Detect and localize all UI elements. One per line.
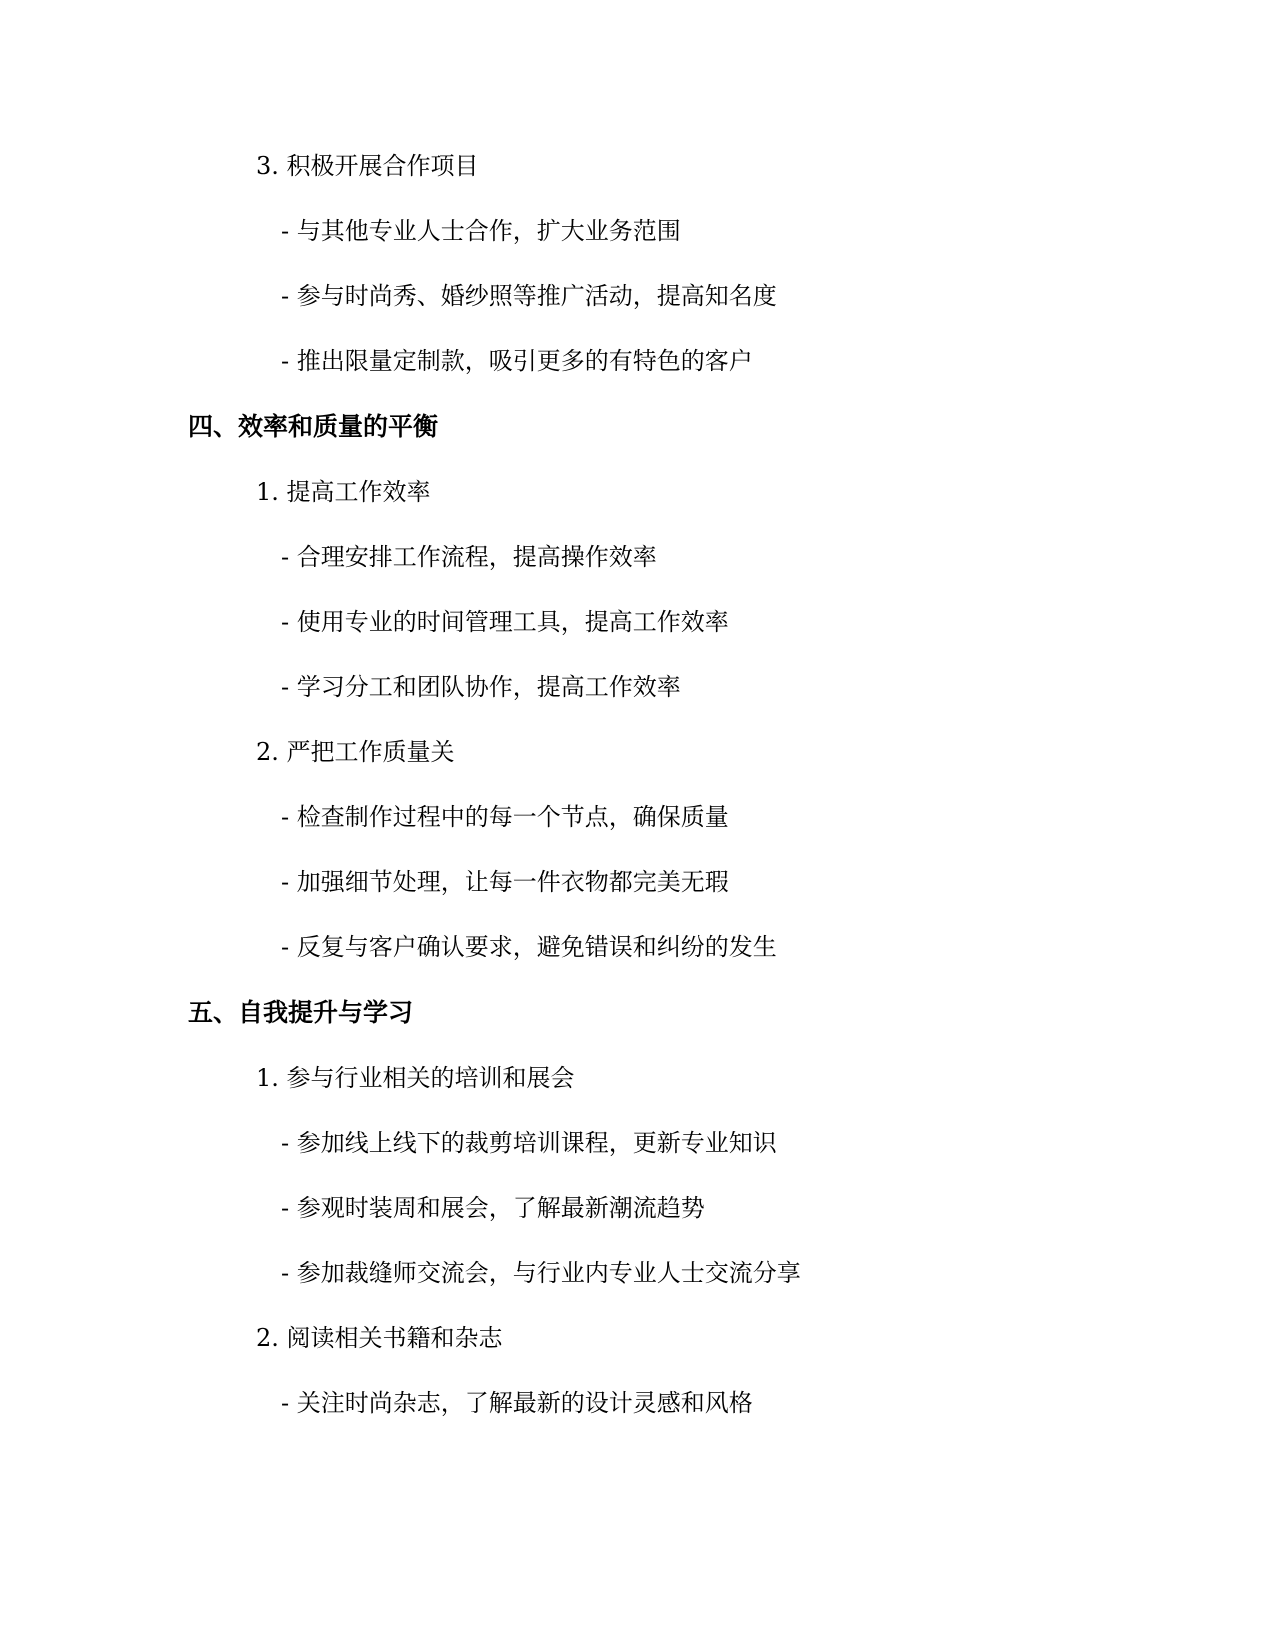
list-item-label: 2. 严把工作质量关: [256, 738, 455, 766]
list-item: - 参与时尚秀、婚纱照等推广活动，提高知名度: [281, 282, 777, 310]
list-item: - 参加线上线下的裁剪培训课程，更新专业知识: [281, 1129, 777, 1157]
list-item-label: 1. 提高工作效率: [256, 478, 431, 506]
section-heading: 五、自我提升与学习: [188, 998, 414, 1027]
list-item-label: 1. 参与行业相关的培训和展会: [256, 1064, 575, 1092]
list-item: - 加强细节处理，让每一件衣物都完美无瑕: [281, 868, 729, 896]
list-item: - 检查制作过程中的每一个节点，确保质量: [281, 803, 729, 831]
list-item: - 推出限量定制款，吸引更多的有特色的客户: [281, 347, 753, 375]
list-item: - 使用专业的时间管理工具，提高工作效率: [281, 608, 729, 636]
list-item: - 关注时尚杂志，了解最新的设计灵感和风格: [281, 1389, 753, 1417]
list-item: - 与其他专业人士合作，扩大业务范围: [281, 217, 681, 245]
list-item: - 反复与客户确认要求，避免错误和纠纷的发生: [281, 933, 777, 961]
list-item: - 参观时装周和展会，了解最新潮流趋势: [281, 1194, 705, 1222]
list-item-label: 3. 积极开展合作项目: [256, 152, 479, 180]
list-item: - 学习分工和团队协作，提高工作效率: [281, 673, 681, 701]
list-item-label: 2. 阅读相关书籍和杂志: [256, 1324, 503, 1352]
list-item: - 参加裁缝师交流会，与行业内专业人士交流分享: [281, 1259, 801, 1287]
section-heading: 四、效率和质量的平衡: [188, 412, 439, 441]
list-item: - 合理安排工作流程，提高操作效率: [281, 543, 657, 571]
